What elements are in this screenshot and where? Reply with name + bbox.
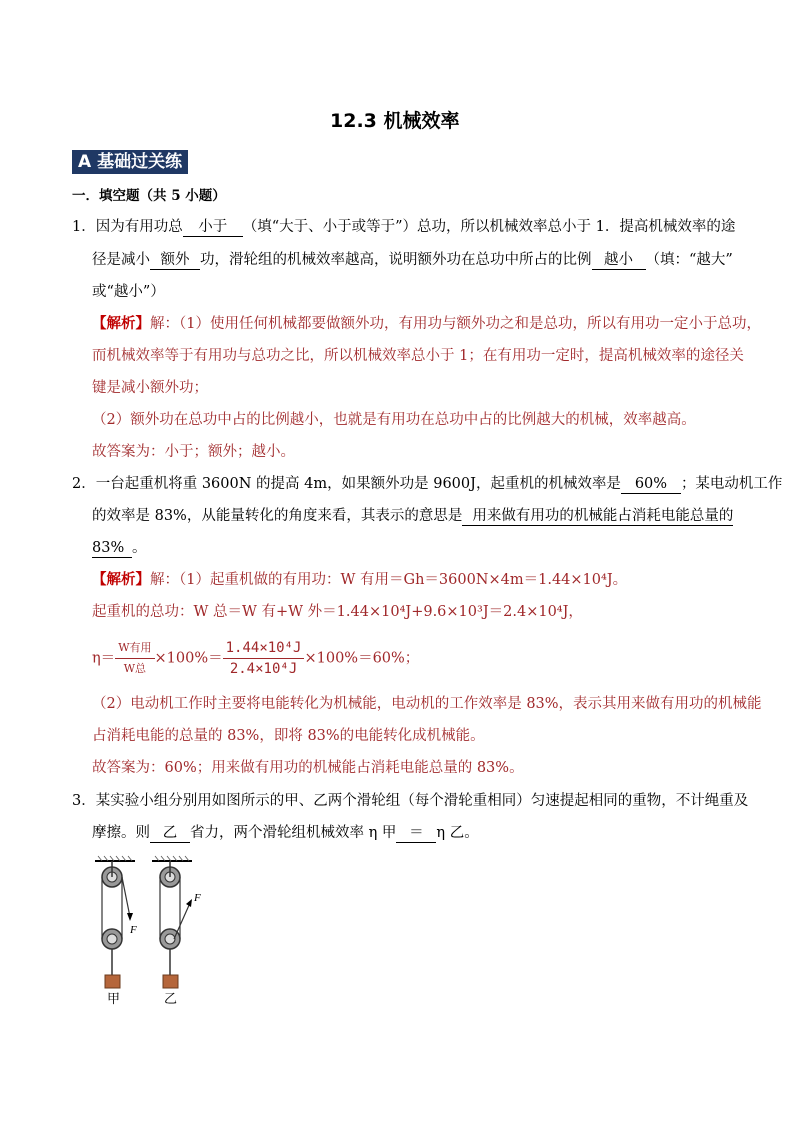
q1-analysis-line3: 键是减小额外功； [92,380,208,396]
q2-analysis-line2: 起重机的总功：W 总＝W 有+W 外＝1.44×10⁴J+9.6×10³J＝2.4×10⁴J， [92,604,583,620]
pulley-system-yi [160,861,192,988]
q2-line1: 2．一台起重机将重 3600N 的提高 4m，如果额外功是 9600J，起重机的机械效率是 60% ；某电动机工作 [72,476,783,492]
q2-analysis-line1: 【解析】解：（1）起重机做的有用功：W 有用＝Gh＝3600N×4m＝1.44×10⁴J。 [92,571,628,588]
page-title: 12.3 机械效率 [330,110,460,132]
analysis-tag: 【解析】 [92,315,150,332]
q2-blank2-cont: 83% [92,539,132,558]
ceiling-mount [95,856,192,861]
section-header [72,147,188,172]
q1-blank2: 额外 [150,251,200,270]
q2-efficiency-formula: η＝ $\frac{\text{W有用}}{\text{W总}}$ ×100%＝ $\frac{\text{1.44×10⁴J}}{\text{2.4×10⁴J}}$ ×100%＝60%； [92,640,420,677]
q2-line2: 的效率是 83%，从能量转化的角度来看，其表示的意思是 用来做有用功的机械能占消耗电能总量的 [92,508,734,524]
q2-line3: 83% 。 [92,540,147,556]
q1-line1: 1．因为有用功总 小于 （填“大于、小于或等于”）总功，所以机械效率总小于 1．提高机械效率的途 [72,219,736,235]
q2-blank2: 用来做有用功的机械能占消耗电能总量的 [462,507,733,526]
q1-answer: 故答案为：小于；额外；越小。 [92,444,295,460]
section-badge: A 基础过关练 [72,150,188,174]
label-jia: 甲 [107,992,121,1007]
q2-answer: 故答案为：60%；用来做有用功的机械能占消耗电能总量的 83%。 [92,760,524,776]
q3-line2: 摩擦。则 乙 省力，两个滑轮组机械效率 η 甲 ＝ η 乙。 [92,825,479,841]
label-yi: 乙 [164,992,178,1007]
pulley-figure [90,855,220,1010]
q3-line1: 3．某实验小组分别用如图所示的甲、乙两个滑轮组（每个滑轮重相同）匀速提起相同的重物，不计绳重及 [72,793,749,809]
q2-blank1: 60% [621,475,681,494]
q1-line2: 径是减小 额外 功，滑轮组的机械效率越高，说明额外功在总功中所占的比例 越小 （填：“越大” [92,252,733,268]
q1-line3: 或“越小”） [92,284,165,300]
q1-analysis-line1: 【解析】解：（1）使用任何机械都要做额外功，有用功与额外功之和是总功，所以有用功一定小于总功， [92,315,761,332]
q2-analysis-line5: 占消耗电能的总量的 83%，即将 83%的电能转化成机械能。 [92,728,485,744]
q3-blank2: ＝ [396,824,436,843]
q3-blank1: 乙 [150,824,190,843]
q1-analysis-line2: 而机械效率等于有用功与总功之比，所以机械效率总小于 1；在有用功一定时，提高机械效率的途径关 [92,348,744,364]
part-heading: 一．填空题（共 5 小题） [72,188,226,204]
q1-blank3: 越小 [592,251,646,270]
q1-blank1: 小于 [183,218,243,237]
analysis-tag: 【解析】 [92,571,150,588]
force-label-yi: F [194,892,201,904]
q2-analysis-line4: （2）电动机工作时主要将电能转化为机械能，电动机的工作效率是 83%，表示其用来做有用功的机械能 [92,696,762,712]
force-label-jia: F [130,924,137,936]
q1-analysis-line4: （2）额外功在总功中占的比例越小，也就是有用功在总功中占的比例越大的机械，效率越高。 [92,412,696,428]
fraction-values: $\frac{\text{1.44×10⁴J}}{\text{2.4×10⁴J}}$ [223,638,305,679]
fraction-useful-total: $\frac{\text{W有用}}{\text{W总}}$ [115,638,154,679]
pulley-system-jia [102,861,133,988]
